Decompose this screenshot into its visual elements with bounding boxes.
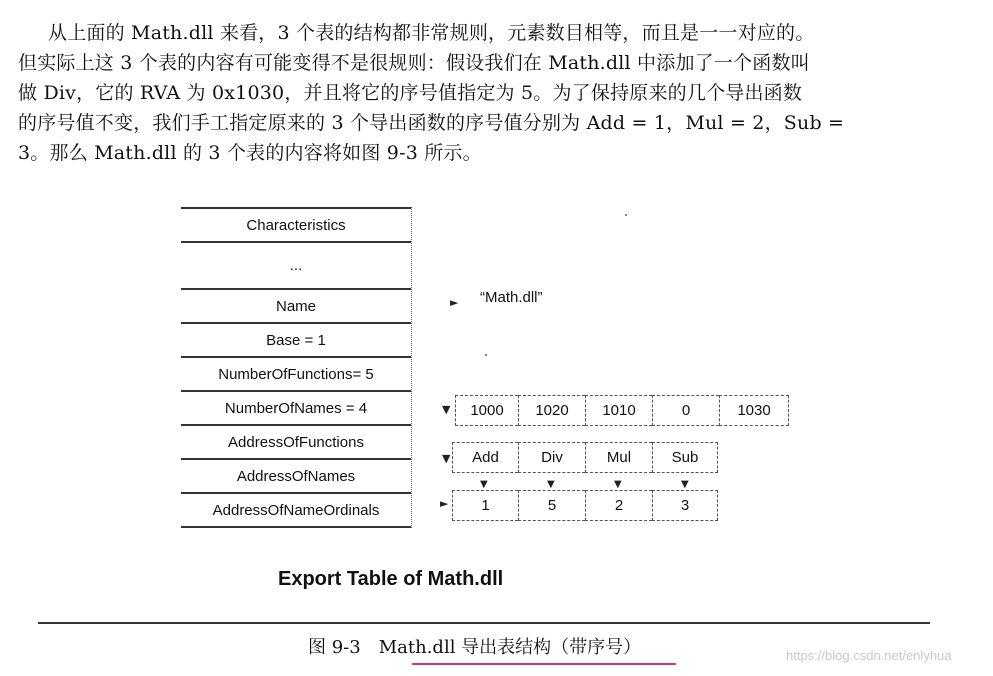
diagram-title: Export Table of Math.dll: [278, 568, 504, 590]
arrow-down-icon: ▼: [442, 452, 451, 465]
ordinals-table: [452, 490, 718, 521]
field-address-of-name-ordinals: AddressOfNameOrdinals: [181, 494, 411, 528]
export-directory-structure: [181, 207, 412, 528]
caption-rule: [38, 622, 930, 624]
name-ordinal: 5: [518, 490, 585, 521]
caption-underline: [412, 663, 676, 665]
figure-caption: [308, 633, 641, 659]
paragraph-line: 但实际上这 3 个表的内容有可能变得不是很规则：假设我们在 Math.dll 中添加了一个函数叫: [18, 52, 810, 74]
function-rva: 0: [652, 395, 719, 426]
field-number-of-names: NumberOfNames = 4: [181, 392, 411, 426]
arrow-down-icon: ▼: [547, 479, 555, 490]
arrow-down-icon: ▼: [614, 479, 622, 490]
function-rva: 1000: [455, 395, 518, 426]
watermark: https://blog.csdn.net/enlyhua: [786, 648, 952, 663]
function-rva: 1030: [719, 395, 789, 426]
paragraph-line: 做 Div，它的 RVA 为 0x1030，并且将它的序号值指定为 5。为了保持原来的几个导出函数: [18, 82, 803, 104]
scan-speck: [485, 354, 487, 356]
function-rva: 1010: [585, 395, 652, 426]
function-name: Div: [518, 442, 585, 473]
function-name: Mul: [585, 442, 652, 473]
field-address-of-names: AddressOfNames: [181, 460, 411, 494]
names-table: [452, 442, 718, 473]
arrow-down-icon: ▼: [681, 479, 689, 490]
field-characteristics: Characteristics: [181, 209, 411, 243]
body-paragraph: [18, 18, 948, 168]
function-name: Sub: [652, 442, 718, 473]
figure-number: 图 9-3: [308, 637, 361, 658]
name-ordinal: 1: [452, 490, 518, 521]
scan-speck: [625, 214, 627, 216]
name-ordinal: 2: [585, 490, 652, 521]
arrow-right-icon: ►: [450, 296, 459, 309]
arrow-down-icon: ▼: [480, 479, 488, 490]
function-rva: 1020: [518, 395, 585, 426]
functions-table: [455, 395, 789, 426]
arrow-down-icon: ▼: [442, 403, 451, 416]
function-name: Add: [452, 442, 518, 473]
field-name: Name: [181, 290, 411, 324]
dll-name-string: “Math.dll”: [480, 289, 543, 306]
paragraph-line: 的序号值不变，我们手工指定原来的 3 个导出函数的序号值分别为 Add = 1，Mul = 2，Sub =: [18, 112, 845, 134]
figure-caption-text: Math.dll 导出表结构（带序号）: [378, 637, 642, 658]
paragraph-line: 从上面的 Math.dll 来看，3 个表的结构都非常规则，元素数目相等，而且是一一对应的。: [48, 22, 815, 44]
field-number-of-functions: NumberOfFunctions= 5: [181, 358, 411, 392]
field-address-of-functions: AddressOfFunctions: [181, 426, 411, 460]
field-base: Base = 1: [181, 324, 411, 358]
name-ordinal: 3: [652, 490, 718, 521]
field-ellipsis: ...: [181, 243, 411, 290]
arrow-right-icon: ►: [440, 497, 449, 510]
paragraph-line: 3。那么 Math.dll 的 3 个表的内容将如图 9-3 所示。: [18, 142, 482, 164]
